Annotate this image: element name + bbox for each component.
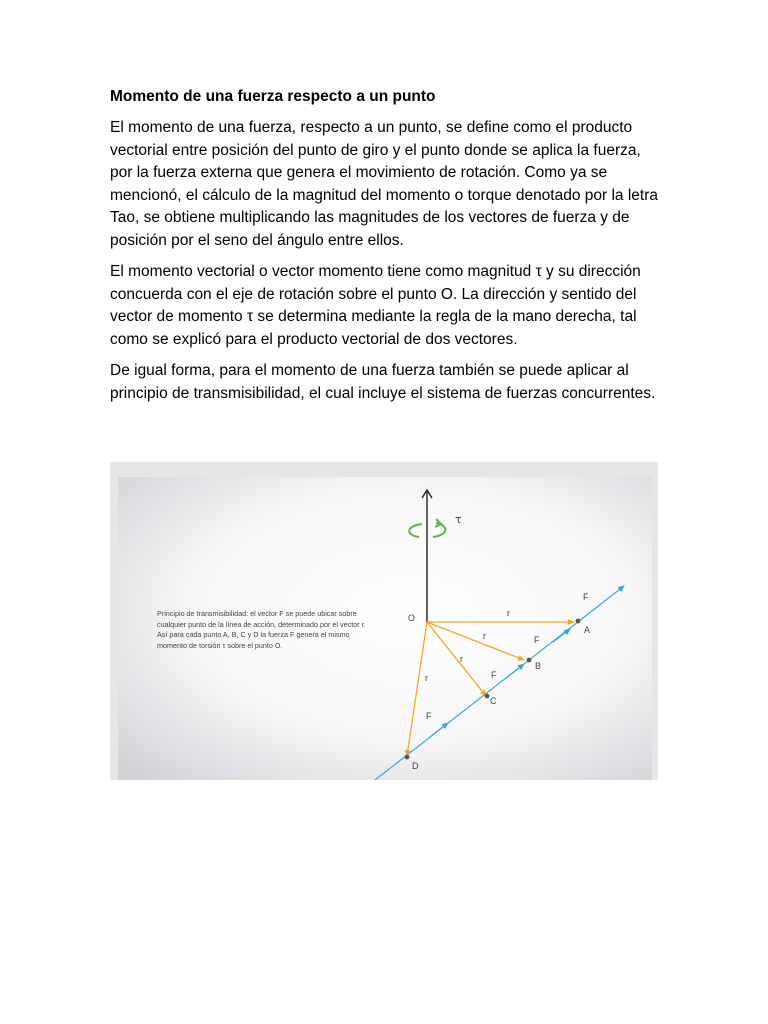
point-b [527, 658, 532, 663]
tau-label: τ [455, 513, 462, 526]
force-label-c: F [491, 670, 497, 680]
r-label-d: r [425, 673, 428, 683]
r-label-b: r [483, 631, 486, 641]
point-a [576, 619, 581, 624]
force-label-d: F [426, 711, 432, 721]
force-label-b: F [534, 635, 540, 645]
force-label-top: F [583, 592, 589, 602]
transmissibility-figure [110, 462, 658, 780]
section-heading: Momento de una fuerza respecto a un punto [110, 88, 436, 105]
origin-label: O [408, 613, 416, 623]
paragraph-3: De igual forma, para el momento de una fuerza también se puede aplicar al principio de transmisibilidad, el cual incluye el sistema de fuerzas concurrentes. [110, 362, 656, 402]
point-d [405, 755, 410, 760]
point-a-label: A [584, 625, 591, 635]
r-label-a: r [507, 608, 510, 618]
r-label-c: r [460, 654, 463, 664]
point-c [485, 694, 490, 699]
figure-caption: Principio de transmisibilidad: el vector F se puede ubicar sobre cualquier punto de la línea de acción, determinado por el vector r. Así para cada punto A, B, C y D la fuerza F genera el mismo momento de torsión τ sobre el punto O. [157, 609, 366, 650]
paragraph-1: El momento de una fuerza, respecto a un punto, se define como el producto vectorial entre posición del punto de giro y el punto donde se aplica la fuerza, por la fuerza externa que genera el movimiento de rotación. Como ya se mencionó, el cálculo de la magnitud del momento o torque denotado por la letra Tao, se obtiene multiplicando las magnitudes de los vectores de fuerza y de posición por el seno del ángulo entre ellos. [110, 119, 659, 249]
document-body [110, 86, 658, 414]
point-c-label: C [490, 696, 497, 706]
point-b-label: B [535, 661, 542, 671]
point-d-label: D [412, 761, 419, 771]
paragraph-2: El momento vectorial o vector momento tiene como magnitud τ y su dirección concuerda con el eje de rotación sobre el punto O. La dirección y sentido del vector de momento τ se determina mediante la regla de la mano derecha, tal como se explicó para el producto vectorial de dos vectores. [110, 263, 641, 348]
